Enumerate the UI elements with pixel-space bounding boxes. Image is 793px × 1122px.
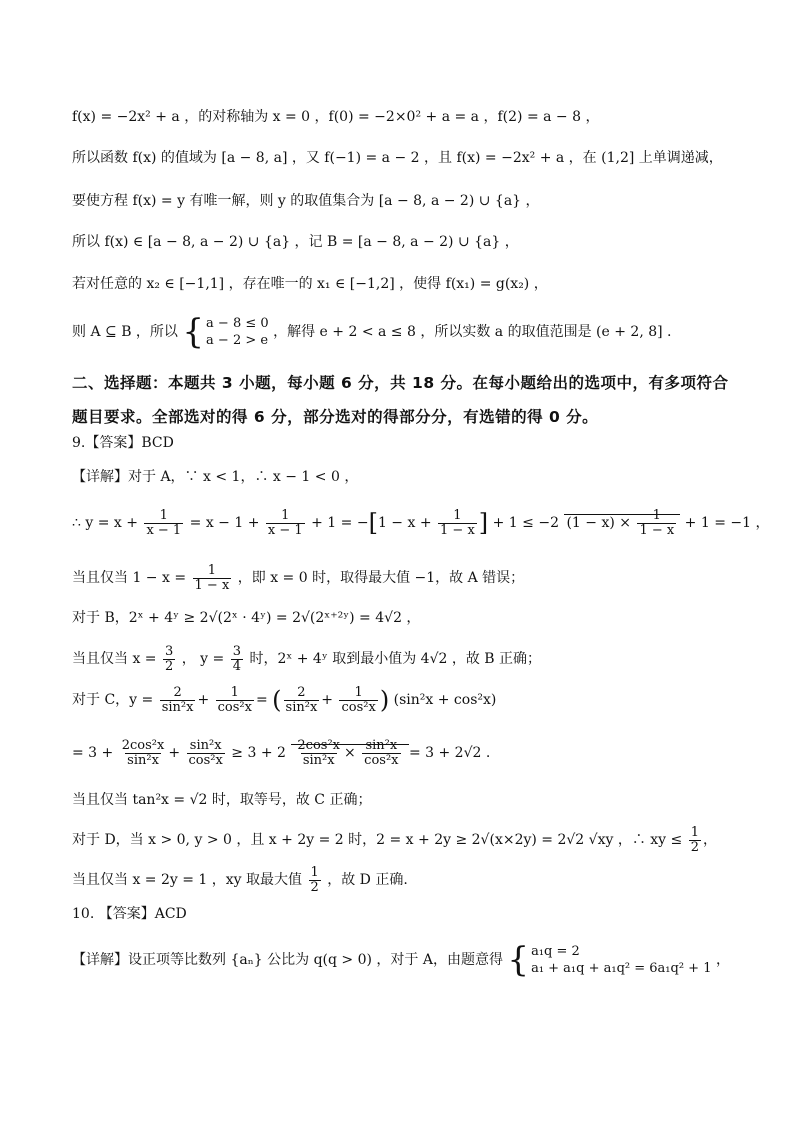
fraction: $\frac{1}{1 - x}$ [194,562,230,593]
q9-equation-1: ∴ y = x + $\frac{1}{x - 1}$ = x − 1 + $\frac{1}{x - 1}$ + 1 = −[1 − x + $\frac{1}{1 - x}$ ] + 1 ≤ −2 (1 − x) × $\frac{1}{1 - x}$ + 1 = −1 ， [72,507,770,538]
sqrt-expression: $\frac{\text{2cos²x}}{\text{sin²x}}$ × $\frac{\text{sin²x}}{\text{cos²x}}$ [291,744,409,761]
section-heading: 二、选择题：本题共 3 小题，每小题 6 分，共 18 分。在每小题给出的选项中，有多项符合题目要求。全部选对的得 6 分，部分选对的得部分分，有选错的得 0 分。 [72,374,729,426]
fraction: $\frac{\text{2cos²x}}{\text{sin²x}}$ [297,737,340,768]
equation-system: { a₁q = 2 a₁ + a₁q + a₁q² = 6a₁q² + 1 [507,940,712,980]
eq1-part-d: 1 − x + [377,515,432,531]
fraction: $\frac{1}{1 - x}$ [440,507,475,538]
q9-a-condition: 当且仅当 1 − x = $\frac{1}{1 - x}$ ，即 x = 0 时，取得最大值 −1，故 A 错误； [72,562,525,593]
eq1-part-g: + 1 = −1 ， [684,515,770,531]
fraction: $\frac{1}{1 - x}$ [639,507,675,538]
q9-d-line-1: 对于 D，当 x > 0, y > 0 ，且 x + 2y = 2 时，2 = x + 2y ≥ 2√(x×2y) = 2√2 √xy ，∴ xy ≤ $\frac{1}{2}$ ， [72,824,718,855]
eq1-part-a: ∴ y = x + [72,515,138,531]
system-row-1: a₁q = 2 [531,944,580,959]
fraction: $\frac{1}{\text{cos²x}}$ [341,684,376,715]
text-line-5: 若对任意的 x₂ ∈ [−1,1] ，存在唯一的 x₁ ∈ [−1,2] ，使得 f(x₁) = g(x₂) ， [72,276,548,292]
fraction: $\frac{\text{2cos²x}}{\text{sin²x}}$ [121,737,165,768]
q9-answer: 9.【答案】BCD [72,435,174,451]
fraction: $\frac{1}{x - 1}$ [267,507,303,538]
q9-b-line-1: 对于 B，2ˣ + 4ʸ ≥ 2√(2ˣ · 4ʸ) = 2√(2ˣ⁺²ʸ) = 4√2 ， [72,610,421,626]
fraction: $\frac{\text{sin²x}}{\text{cos²x}}$ [188,737,223,768]
fraction: $\frac{3}{4}$ [232,643,241,674]
fraction: $\frac{\text{sin²x}}{\text{cos²x}}$ [364,737,399,768]
text-line-6 [72,314,753,350]
line6-pre: 则 A ⊆ B ，所以 [72,324,178,340]
fraction: $\frac{1}{2}$ [690,824,700,855]
q9-detail-a: 【详解】对于 A，∵ x < 1，∴ x − 1 < 0 ， [72,469,359,485]
fraction: $\frac{1}{x - 1}$ [146,507,182,538]
q10-answer: 10. 【答案】ACD [72,906,187,922]
fraction: $\frac{3}{2}$ [164,643,174,674]
system-row-2: a − 2 > e [206,333,269,348]
fraction: $\frac{2}{\text{sin²x}}$ [285,684,318,715]
inequality-system: { a − 8 ≤ 0 a − 2 > e [182,312,269,352]
text-line-1: f(x) = −2x² + a ，的对称轴为 x = 0 ，f(0) = −2×0² + a = a ，f(2) = a − 8 ， [72,109,600,125]
text-line-4: 所以 f(x) ∈ [a − 8, a − 2) ∪ {a} ，记 B = [a − 8, a − 2) ∪ {a} ， [72,234,519,250]
q9-c-line-1: 对于 C，y = $\frac{2}{\text{sin²x}}$ + $\frac{1}{\text{cos²x}}$ = ( $\frac{2}{\text{sin²x}}$ + $\frac{1}{\text{cos²x}}$ ) (sin²x + cos²x) [72,684,497,715]
text-line-2: 所以函数 f(x) 的值域为 [a − 8, a] ，又 f(−1) = a − 2 ，且 f(x) = −2x² + a ，在 (1,2] 上单调递减， [72,150,723,166]
eq1-part-c: + 1 = − [311,515,369,531]
sqrt-expression: (1 − x) × $\frac{1}{1 - x}$ [564,514,680,531]
fraction: $\frac{2}{\text{sin²x}}$ [161,684,194,715]
text-line-3: 要使方程 f(x) = y 有唯一解，则 y 的取值集合为 [a − 8, a − 2) ∪ {a} ， [72,193,540,209]
q9-b-line-2: 当且仅当 x = $\frac{3}{2}$ ， y = $\frac{3}{4}$ 时，2ˣ + 4ʸ 取到最小值为 4√2 ，故 B 正确； [72,643,542,674]
fraction: $\frac{1}{\text{cos²x}}$ [217,684,252,715]
system-row-2: a₁ + a₁q + a₁q² = 6a₁q² + 1 [531,961,712,976]
q9-c-line-3: 当且仅当 tan²x = √2 时，取等号，故 C 正确； [72,792,372,808]
system-row-1: a − 8 ≤ 0 [206,316,269,331]
fraction: $\frac{1}{2}$ [310,864,319,895]
eq1-part-e: + 1 ≤ −2 [492,515,559,531]
eq1-part-b: = x − 1 + [189,515,260,531]
q9-d-line-2: 当且仅当 x = 2y = 1 ，xy 取最大值 $\frac{1}{2}$ ，故 D 正确. [72,864,408,895]
q9-c-line-2: = 3 + $\frac{\text{2cos²x}}{\text{sin²x}}$ + $\frac{\text{sin²x}}{\text{cos²x}}$ ≥ 3 + 2 $\frac{\text{2cos²x}}{\text{sin²x}}$ × $\frac{\text{sin²x}}{\text{cos²x}}$ = 3 + 2√2 . [72,737,491,768]
q10-detail: 【详解】设正项等比数列 {aₙ} 公比为 q(q > 0) ，对于 A，由题意得 { a₁q = 2 a₁ + a₁q + a₁q² = 6a₁q² + 1 ， [72,940,730,980]
line6-post: ，解得 e + 2 < a ≤ 8 ，所以实数 a 的取值范围是 (e + 2, 8] . [273,324,672,340]
